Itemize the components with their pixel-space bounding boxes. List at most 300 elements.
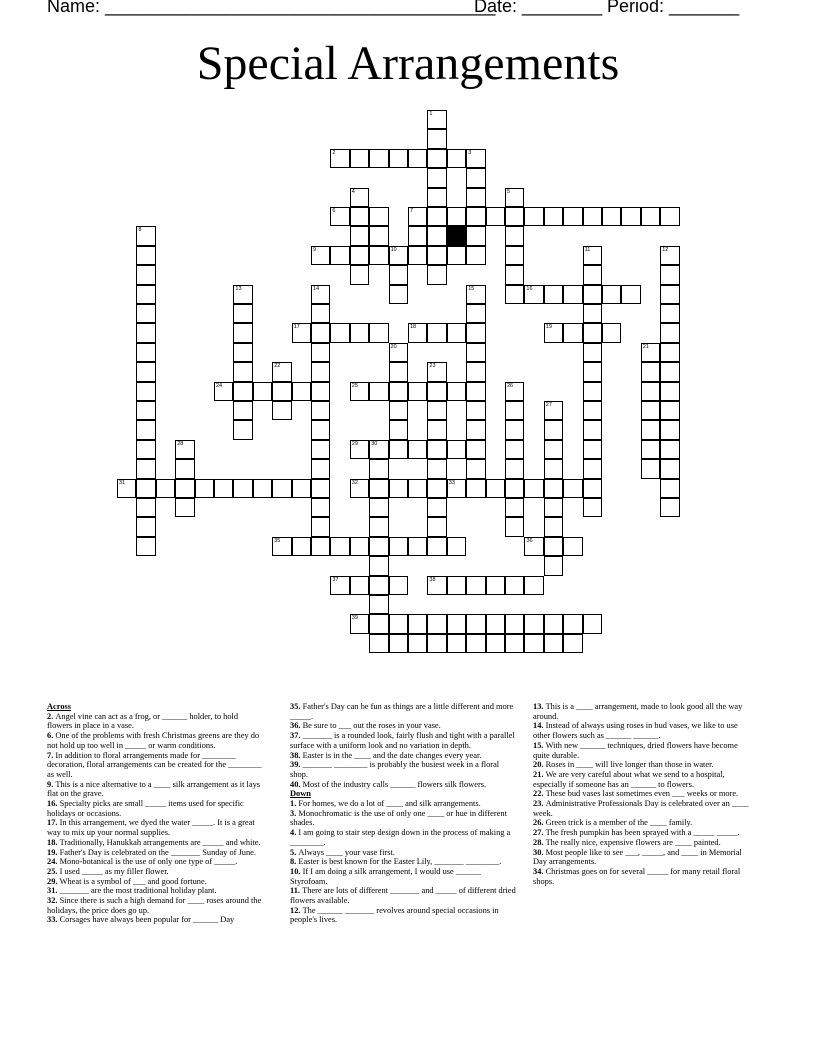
crossword-cell[interactable]: [350, 323, 369, 342]
crossword-cell[interactable]: [330, 207, 349, 226]
crossword-cell[interactable]: [447, 634, 466, 653]
crossword-cell[interactable]: [583, 401, 602, 420]
crossword-cell[interactable]: [389, 576, 408, 595]
crossword-cell[interactable]: [136, 440, 155, 459]
crossword-cell[interactable]: [408, 246, 427, 265]
crossword-cell[interactable]: [641, 420, 660, 439]
crossword-cell[interactable]: [389, 634, 408, 653]
crossword-cell[interactable]: [389, 614, 408, 633]
clue-item: [47, 848, 265, 858]
crossword-cell[interactable]: [505, 285, 524, 304]
crossword-cell[interactable]: [389, 382, 408, 401]
crossword-cell[interactable]: [408, 323, 427, 342]
crossword-cell[interactable]: [660, 498, 679, 517]
crossword-cell[interactable]: [350, 479, 369, 498]
clue-item: [47, 867, 265, 877]
crossword-cell[interactable]: [389, 537, 408, 556]
crossword-cell[interactable]: [330, 323, 349, 342]
crossword-cell[interactable]: [408, 440, 427, 459]
crossword-cell[interactable]: [311, 246, 330, 265]
crossword-cell[interactable]: [505, 226, 524, 245]
crossword-cell[interactable]: [369, 226, 388, 245]
crossword-cell[interactable]: [292, 537, 311, 556]
crossword-cell[interactable]: [427, 420, 446, 439]
crossword-cell[interactable]: [505, 459, 524, 478]
crossword-cell[interactable]: [427, 265, 446, 284]
crossword-cell[interactable]: [427, 537, 446, 556]
crossword-cell[interactable]: [136, 362, 155, 381]
crossword-cell[interactable]: [136, 401, 155, 420]
clue-item: [47, 712, 265, 731]
clue-number: 25: [351, 382, 358, 389]
crossword-cell[interactable]: [136, 323, 155, 342]
crossword-cell[interactable]: [641, 207, 660, 226]
crossword-cell[interactable]: [544, 537, 563, 556]
crossword-cell[interactable]: [583, 498, 602, 517]
crossword-cell[interactable]: [369, 479, 388, 498]
crossword-cell[interactable]: [524, 479, 543, 498]
crossword-cell[interactable]: [369, 323, 388, 342]
crossword-cell[interactable]: [427, 498, 446, 517]
crossword-cell[interactable]: [408, 226, 427, 245]
crossword-cell[interactable]: [369, 576, 388, 595]
crossword-cell[interactable]: [466, 401, 485, 420]
clue-number: 39.: [290, 760, 303, 770]
crossword-cell[interactable]: [427, 246, 446, 265]
crossword-cell[interactable]: [253, 479, 272, 498]
crossword-cell[interactable]: [563, 479, 582, 498]
crossword-cell[interactable]: [175, 440, 194, 459]
crossword-cell[interactable]: [544, 479, 563, 498]
crossword-cell[interactable]: [660, 459, 679, 478]
crossword-cell[interactable]: [447, 537, 466, 556]
crossword-cell[interactable]: [660, 343, 679, 362]
crossword-cell[interactable]: [136, 479, 155, 498]
crossword-cell[interactable]: [369, 498, 388, 517]
crossword-cell[interactable]: [233, 304, 252, 323]
across-heading: Across: [47, 702, 72, 711]
crossword-cell[interactable]: [660, 382, 679, 401]
clue-text: I used _____ as my filler flower.: [59, 866, 169, 876]
clue-number: 19: [545, 324, 552, 331]
crossword-cell[interactable]: [408, 537, 427, 556]
crossword-cell[interactable]: [544, 634, 563, 653]
crossword-cell[interactable]: [524, 634, 543, 653]
crossword-cell[interactable]: [544, 285, 563, 304]
crossword-cell[interactable]: [427, 517, 446, 536]
clue-number: 7: [410, 208, 414, 214]
crossword-cell[interactable]: [544, 207, 563, 226]
crossword-cell[interactable]: [505, 246, 524, 265]
crossword-cell[interactable]: [563, 285, 582, 304]
crossword-cell[interactable]: [447, 614, 466, 633]
crossword-cell[interactable]: [466, 149, 485, 168]
crossword-cell[interactable]: [544, 401, 563, 420]
crossword-cell[interactable]: [486, 479, 505, 498]
crossword-cell[interactable]: [389, 246, 408, 265]
crossword-cell[interactable]: [136, 382, 155, 401]
crossword-cell[interactable]: [311, 498, 330, 517]
crossword-cell[interactable]: [583, 440, 602, 459]
crossword-cell[interactable]: [466, 576, 485, 595]
crossword-cell[interactable]: [136, 343, 155, 362]
crossword-cell[interactable]: [660, 246, 679, 265]
crossword-cell[interactable]: [447, 149, 466, 168]
crossword-cell[interactable]: [233, 285, 252, 304]
crossword-cell[interactable]: [136, 304, 155, 323]
crossword-cell[interactable]: [311, 420, 330, 439]
crossword-cell[interactable]: [369, 440, 388, 459]
clue-text: Administrative Professionals Day is celebrated over an ____ week.: [533, 799, 749, 818]
crossword-cell[interactable]: [427, 207, 446, 226]
crossword-cell[interactable]: [427, 634, 446, 653]
crossword-cell[interactable]: [233, 323, 252, 342]
crossword-cell[interactable]: [660, 362, 679, 381]
crossword-cell[interactable]: [427, 188, 446, 207]
clue-item: [533, 789, 755, 799]
crossword-cell[interactable]: [660, 323, 679, 342]
crossword-cell[interactable]: [486, 207, 505, 226]
crossword-cell[interactable]: [466, 479, 485, 498]
crossword-cell[interactable]: [466, 207, 485, 226]
crossword-cell[interactable]: [466, 304, 485, 323]
crossword-cell[interactable]: [563, 207, 582, 226]
crossword-cell[interactable]: [136, 285, 155, 304]
crossword-cell[interactable]: [369, 207, 388, 226]
crossword-cell[interactable]: [427, 382, 446, 401]
crossword-cell[interactable]: [350, 149, 369, 168]
crossword-cell[interactable]: [292, 323, 311, 342]
crossword-cell[interactable]: [583, 265, 602, 284]
clue-number: 4: [351, 188, 355, 195]
crossword-cell[interactable]: [311, 304, 330, 323]
crossword-cell[interactable]: [524, 576, 543, 595]
crossword-cell[interactable]: [427, 362, 446, 381]
crossword-cell[interactable]: [505, 517, 524, 536]
crossword-cell[interactable]: [583, 207, 602, 226]
crossword-cell[interactable]: [447, 323, 466, 342]
crossword-cell[interactable]: [583, 614, 602, 633]
crossword-cell[interactable]: [505, 207, 524, 226]
crossword-cell[interactable]: [466, 420, 485, 439]
crossword-cell[interactable]: [369, 246, 388, 265]
crossword-cell[interactable]: [427, 226, 446, 245]
crossword-cell[interactable]: [602, 323, 621, 342]
clue-text: Father's Day can be fun as things are a little different and more _____.: [290, 702, 514, 721]
crossword-cell[interactable]: [583, 459, 602, 478]
crossword-cell[interactable]: [389, 149, 408, 168]
crossword-cell[interactable]: [505, 265, 524, 284]
crossword-cell[interactable]: [641, 362, 660, 381]
crossword-cell[interactable]: [563, 614, 582, 633]
crossword-cell[interactable]: [660, 285, 679, 304]
crossword-cell[interactable]: [641, 382, 660, 401]
crossword-cell[interactable]: [660, 401, 679, 420]
crossword-cell[interactable]: [311, 401, 330, 420]
crossword-cell[interactable]: [272, 537, 291, 556]
crossword-cell[interactable]: [524, 207, 543, 226]
crossword-cell[interactable]: [350, 576, 369, 595]
crossword-cell[interactable]: [330, 246, 349, 265]
crossword-cell[interactable]: [272, 382, 291, 401]
crossword-cell[interactable]: [602, 207, 621, 226]
crossword-cell[interactable]: [175, 479, 194, 498]
crossword-cell[interactable]: [311, 382, 330, 401]
crossword-cell[interactable]: [466, 343, 485, 362]
crossword-cell[interactable]: [447, 440, 466, 459]
crossword-cell[interactable]: [505, 420, 524, 439]
crossword-cell[interactable]: [350, 265, 369, 284]
date-field-label[interactable]: Date: ________: [474, 0, 603, 16]
crossword-cell[interactable]: [136, 246, 155, 265]
crossword-cell[interactable]: [350, 207, 369, 226]
clue-number: 13.: [533, 702, 546, 711]
crossword-cell[interactable]: [369, 149, 388, 168]
crossword-cell[interactable]: [447, 207, 466, 226]
crossword-cell[interactable]: [330, 576, 349, 595]
crossword-cell[interactable]: [369, 614, 388, 633]
clue-text: One of the problems with fresh Christmas greens are they do not hold up too well in _____ or warm conditions.: [47, 731, 260, 750]
crossword-cell[interactable]: [427, 110, 446, 129]
crossword-cell[interactable]: [660, 440, 679, 459]
crossword-cell[interactable]: [233, 401, 252, 420]
crossword-cell[interactable]: [524, 285, 543, 304]
clue-number: 7.: [47, 750, 56, 760]
crossword-cell[interactable]: [466, 246, 485, 265]
crossword-cell[interactable]: [641, 343, 660, 362]
crossword-cell[interactable]: [486, 576, 505, 595]
crossword-cell[interactable]: [136, 517, 155, 536]
crossword-cell[interactable]: [583, 246, 602, 265]
crossword-cell[interactable]: [233, 382, 252, 401]
crossword-cell[interactable]: [156, 479, 175, 498]
crossword-cell[interactable]: [505, 576, 524, 595]
crossword-cell[interactable]: [214, 479, 233, 498]
crossword-cell[interactable]: [466, 362, 485, 381]
crossword-cell[interactable]: [583, 382, 602, 401]
crossword-cell[interactable]: [408, 479, 427, 498]
crossword-cell[interactable]: [427, 614, 446, 633]
crossword-cell[interactable]: [330, 149, 349, 168]
crossword-cell[interactable]: [175, 459, 194, 478]
crossword-cell[interactable]: [311, 537, 330, 556]
crossword-cell[interactable]: [466, 440, 485, 459]
crossword-cell[interactable]: [311, 459, 330, 478]
crossword-cell[interactable]: [544, 556, 563, 575]
crossword-cell[interactable]: [350, 188, 369, 207]
crossword-cell[interactable]: [544, 614, 563, 633]
crossword-cell[interactable]: [350, 226, 369, 245]
crossword-cell[interactable]: [466, 323, 485, 342]
clue-item: [290, 867, 518, 886]
crossword-cell[interactable]: [505, 479, 524, 498]
name-field-label[interactable]: Name: _______________________________________: [47, 0, 496, 16]
clue-text: These bud vases last sometimes even ___ weeks or more.: [545, 789, 739, 799]
crossword-cell[interactable]: [136, 226, 155, 245]
crossword-cell[interactable]: [389, 285, 408, 304]
crossword-cell[interactable]: [369, 634, 388, 653]
crossword-cell[interactable]: [544, 517, 563, 536]
crossword-cell[interactable]: [136, 498, 155, 517]
crossword-cell[interactable]: [505, 498, 524, 517]
crossword-cell[interactable]: [544, 420, 563, 439]
crossword-cell[interactable]: [389, 420, 408, 439]
crossword-cell[interactable]: [660, 420, 679, 439]
clue-number: 21: [642, 343, 649, 350]
crossword-cell[interactable]: [427, 129, 446, 148]
crossword-cell[interactable]: [427, 459, 446, 478]
crossword-cell[interactable]: [214, 382, 233, 401]
crossword-cell[interactable]: [272, 479, 291, 498]
crossword-cell[interactable]: [660, 479, 679, 498]
crossword-cell[interactable]: [486, 634, 505, 653]
crossword-cell[interactable]: [427, 576, 446, 595]
crossword-cell[interactable]: [660, 304, 679, 323]
crossword-cell[interactable]: [350, 382, 369, 401]
crossword-cell[interactable]: [466, 168, 485, 187]
crossword-cell[interactable]: [427, 440, 446, 459]
crossword-cell[interactable]: [311, 323, 330, 342]
clue-item: [47, 799, 265, 818]
clue-text: Specialty picks are small _____ items used for specific holidays or occasions.: [47, 799, 244, 818]
crossword-cell[interactable]: [660, 265, 679, 284]
clue-text: _______ is a rounded look, fairly flush and tight with a parallel surface with a uniform look and no variation in depth.: [290, 731, 515, 750]
crossword-cell[interactable]: [311, 479, 330, 498]
crossword-cell[interactable]: [563, 537, 582, 556]
blocked-cell: [447, 226, 466, 245]
crossword-cell[interactable]: [408, 149, 427, 168]
crossword-cell[interactable]: [253, 382, 272, 401]
crossword-cell[interactable]: [466, 226, 485, 245]
crossword-cell[interactable]: [466, 634, 485, 653]
clue-number: 32: [351, 479, 358, 486]
crossword-cell[interactable]: [389, 479, 408, 498]
crossword-cell[interactable]: [583, 304, 602, 323]
crossword-cell[interactable]: [117, 479, 136, 498]
crossword-cell[interactable]: [563, 323, 582, 342]
crossword-cell[interactable]: [389, 343, 408, 362]
crossword-cell[interactable]: [369, 517, 388, 536]
crossword-cell[interactable]: [602, 285, 621, 304]
crossword-cell[interactable]: [311, 343, 330, 362]
crossword-cell[interactable]: [466, 459, 485, 478]
crossword-cell[interactable]: [408, 614, 427, 633]
crossword-cell[interactable]: [583, 420, 602, 439]
crossword-cell[interactable]: [369, 459, 388, 478]
crossword-cell[interactable]: [583, 479, 602, 498]
crossword-cell[interactable]: [641, 401, 660, 420]
crossword-cell[interactable]: [466, 188, 485, 207]
crossword-cell[interactable]: [427, 149, 446, 168]
crossword-cell[interactable]: [311, 285, 330, 304]
crossword-cell[interactable]: [369, 537, 388, 556]
crossword-cell[interactable]: [389, 362, 408, 381]
crossword-cell[interactable]: [524, 614, 543, 633]
crossword-cell[interactable]: [369, 595, 388, 614]
crossword-cell[interactable]: [136, 459, 155, 478]
crossword-cell[interactable]: [369, 382, 388, 401]
crossword-cell[interactable]: [311, 362, 330, 381]
crossword-cell[interactable]: [505, 634, 524, 653]
crossword-cell[interactable]: [408, 382, 427, 401]
crossword-cell[interactable]: [272, 362, 291, 381]
crossword-cell[interactable]: [621, 207, 640, 226]
crossword-cell[interactable]: [466, 614, 485, 633]
crossword-cell[interactable]: [544, 498, 563, 517]
crossword-cell[interactable]: [524, 537, 543, 556]
crossword-cell[interactable]: [505, 188, 524, 207]
crossword-cell[interactable]: [486, 614, 505, 633]
crossword-cell[interactable]: [544, 459, 563, 478]
crossword-cell[interactable]: [447, 576, 466, 595]
crossword-cell[interactable]: [350, 537, 369, 556]
crossword-cell[interactable]: [447, 246, 466, 265]
crossword-cell[interactable]: [350, 614, 369, 633]
crossword-cell[interactable]: [408, 634, 427, 653]
crossword-cell[interactable]: [350, 440, 369, 459]
crossword-cell[interactable]: [272, 401, 291, 420]
crossword-cell[interactable]: [292, 382, 311, 401]
crossword-cell[interactable]: [311, 517, 330, 536]
crossword-cell[interactable]: [389, 440, 408, 459]
crossword-cell[interactable]: [233, 362, 252, 381]
crossword-cell[interactable]: [427, 323, 446, 342]
crossword-cell[interactable]: [583, 285, 602, 304]
crossword-cell[interactable]: [505, 401, 524, 420]
crossword-cell[interactable]: [233, 420, 252, 439]
crossword-cell[interactable]: [195, 479, 214, 498]
crossword-cell[interactable]: [583, 343, 602, 362]
crossword-cell[interactable]: [427, 401, 446, 420]
crossword-cell[interactable]: [136, 420, 155, 439]
crossword-cell[interactable]: [641, 440, 660, 459]
crossword-cell[interactable]: [136, 537, 155, 556]
crossword-cell[interactable]: [466, 382, 485, 401]
crossword-cell[interactable]: [427, 479, 446, 498]
crossword-cell[interactable]: [389, 265, 408, 284]
crossword-cell[interactable]: [621, 285, 640, 304]
crossword-cell[interactable]: [175, 498, 194, 517]
crossword-cell[interactable]: [544, 440, 563, 459]
crossword-cell[interactable]: [466, 285, 485, 304]
crossword-cell[interactable]: [583, 362, 602, 381]
crossword-cell[interactable]: [660, 207, 679, 226]
crossword-cell[interactable]: [505, 614, 524, 633]
crossword-cell[interactable]: [350, 246, 369, 265]
crossword-cell[interactable]: [447, 479, 466, 498]
crossword-cell[interactable]: [447, 382, 466, 401]
crossword-cell[interactable]: [292, 479, 311, 498]
crossword-cell[interactable]: [311, 440, 330, 459]
crossword-cell[interactable]: [136, 265, 155, 284]
clue-number: 36.: [290, 721, 303, 731]
crossword-cell[interactable]: [583, 323, 602, 342]
crossword-cell[interactable]: [563, 634, 582, 653]
crossword-cell[interactable]: [369, 556, 388, 575]
crossword-cell[interactable]: [544, 323, 563, 342]
crossword-cell[interactable]: [389, 401, 408, 420]
crossword-cell[interactable]: [233, 479, 252, 498]
crossword-cell[interactable]: [427, 168, 446, 187]
crossword-cell[interactable]: [505, 382, 524, 401]
period-field-label[interactable]: Period: _______: [607, 0, 740, 16]
crossword-cell[interactable]: [641, 459, 660, 478]
crossword-cell[interactable]: [408, 207, 427, 226]
crossword-cell[interactable]: [233, 343, 252, 362]
clue-text: This is a nice alternative to a ____ silk arrangement as it lays flat on the grave.: [47, 779, 261, 799]
crossword-cell[interactable]: [505, 440, 524, 459]
crossword-cell[interactable]: [330, 537, 349, 556]
